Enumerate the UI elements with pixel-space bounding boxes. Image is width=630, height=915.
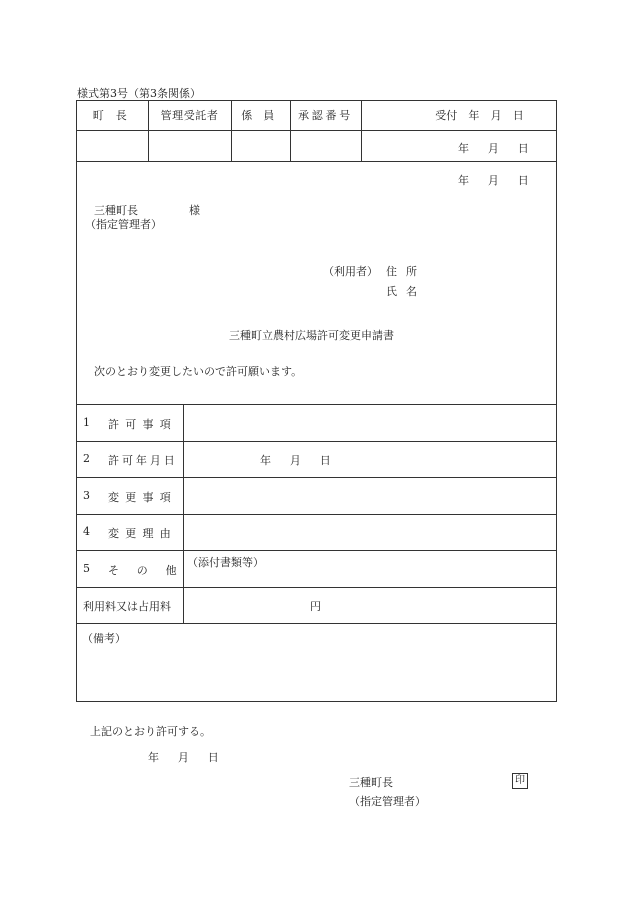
row-divider (77, 587, 556, 588)
item-2-label: 許 可 年 月 日 (108, 454, 175, 467)
row-divider (77, 477, 556, 478)
addressee-designated-manager: （指定管理者） (85, 218, 162, 231)
item-1-label: 許 可 事 項 (108, 418, 171, 431)
approval-number-header: 承認番号 (298, 109, 353, 122)
request-text: 次のとおり変更したいので許可願います。 (94, 365, 303, 378)
town-head-header: 町長 (92, 109, 139, 122)
row-divider (77, 623, 556, 624)
name-label: 氏 名 (386, 285, 417, 298)
row-divider (77, 404, 556, 405)
row-divider (77, 514, 556, 515)
seal-glyph: 印 (512, 773, 528, 789)
seal-mark (512, 773, 528, 789)
manager-header: 管理受託者 (160, 109, 219, 122)
signer-title: 三種町長 (349, 776, 393, 789)
permit-date-field[interactable]: 年 月 日 (260, 454, 331, 467)
addressee-name: 三種町長 (94, 204, 138, 217)
item-1-number: 1 (83, 416, 90, 429)
fee-label: 利用料又は占用料 (83, 600, 171, 613)
item-2-number: 2 (83, 452, 90, 465)
form-number: 様式第3号（第3条関係） (77, 87, 201, 100)
label-column-divider (183, 404, 184, 623)
row-divider (77, 550, 556, 551)
approval-statement: 上記のとおり許可する。 (90, 725, 211, 738)
signer-designated-manager: （指定管理者） (349, 795, 426, 808)
attachments-note: （添付書類等） (187, 556, 264, 569)
remarks-label: （備考） (82, 632, 126, 645)
approval-header-table (76, 100, 557, 162)
item-5-number: 5 (83, 562, 90, 575)
fee-unit: 円 (310, 600, 321, 613)
address-label: 住 所 (386, 265, 417, 278)
application-form (76, 162, 557, 702)
document-title: 三種町立農村広場許可変更申請書 (229, 329, 394, 342)
applicant-label: （利用者） (323, 265, 378, 278)
staff-header: 係員 (241, 109, 286, 122)
approval-date: 年 月 日 (148, 751, 219, 764)
received-date-field: 年 月 日 (458, 142, 529, 155)
item-3-label: 変 更 事 項 (108, 491, 171, 504)
received-date-header: 受付 年 月 日 (435, 109, 524, 122)
row-divider (77, 441, 556, 442)
item-4-label: 変 更 理 由 (108, 527, 171, 540)
addressee-honorific: 様 (189, 204, 200, 217)
item-4-number: 4 (83, 525, 90, 538)
application-date: 年 月 日 (458, 174, 529, 187)
item-5-label: そ の 他 (108, 564, 177, 577)
item-3-number: 3 (83, 489, 90, 502)
